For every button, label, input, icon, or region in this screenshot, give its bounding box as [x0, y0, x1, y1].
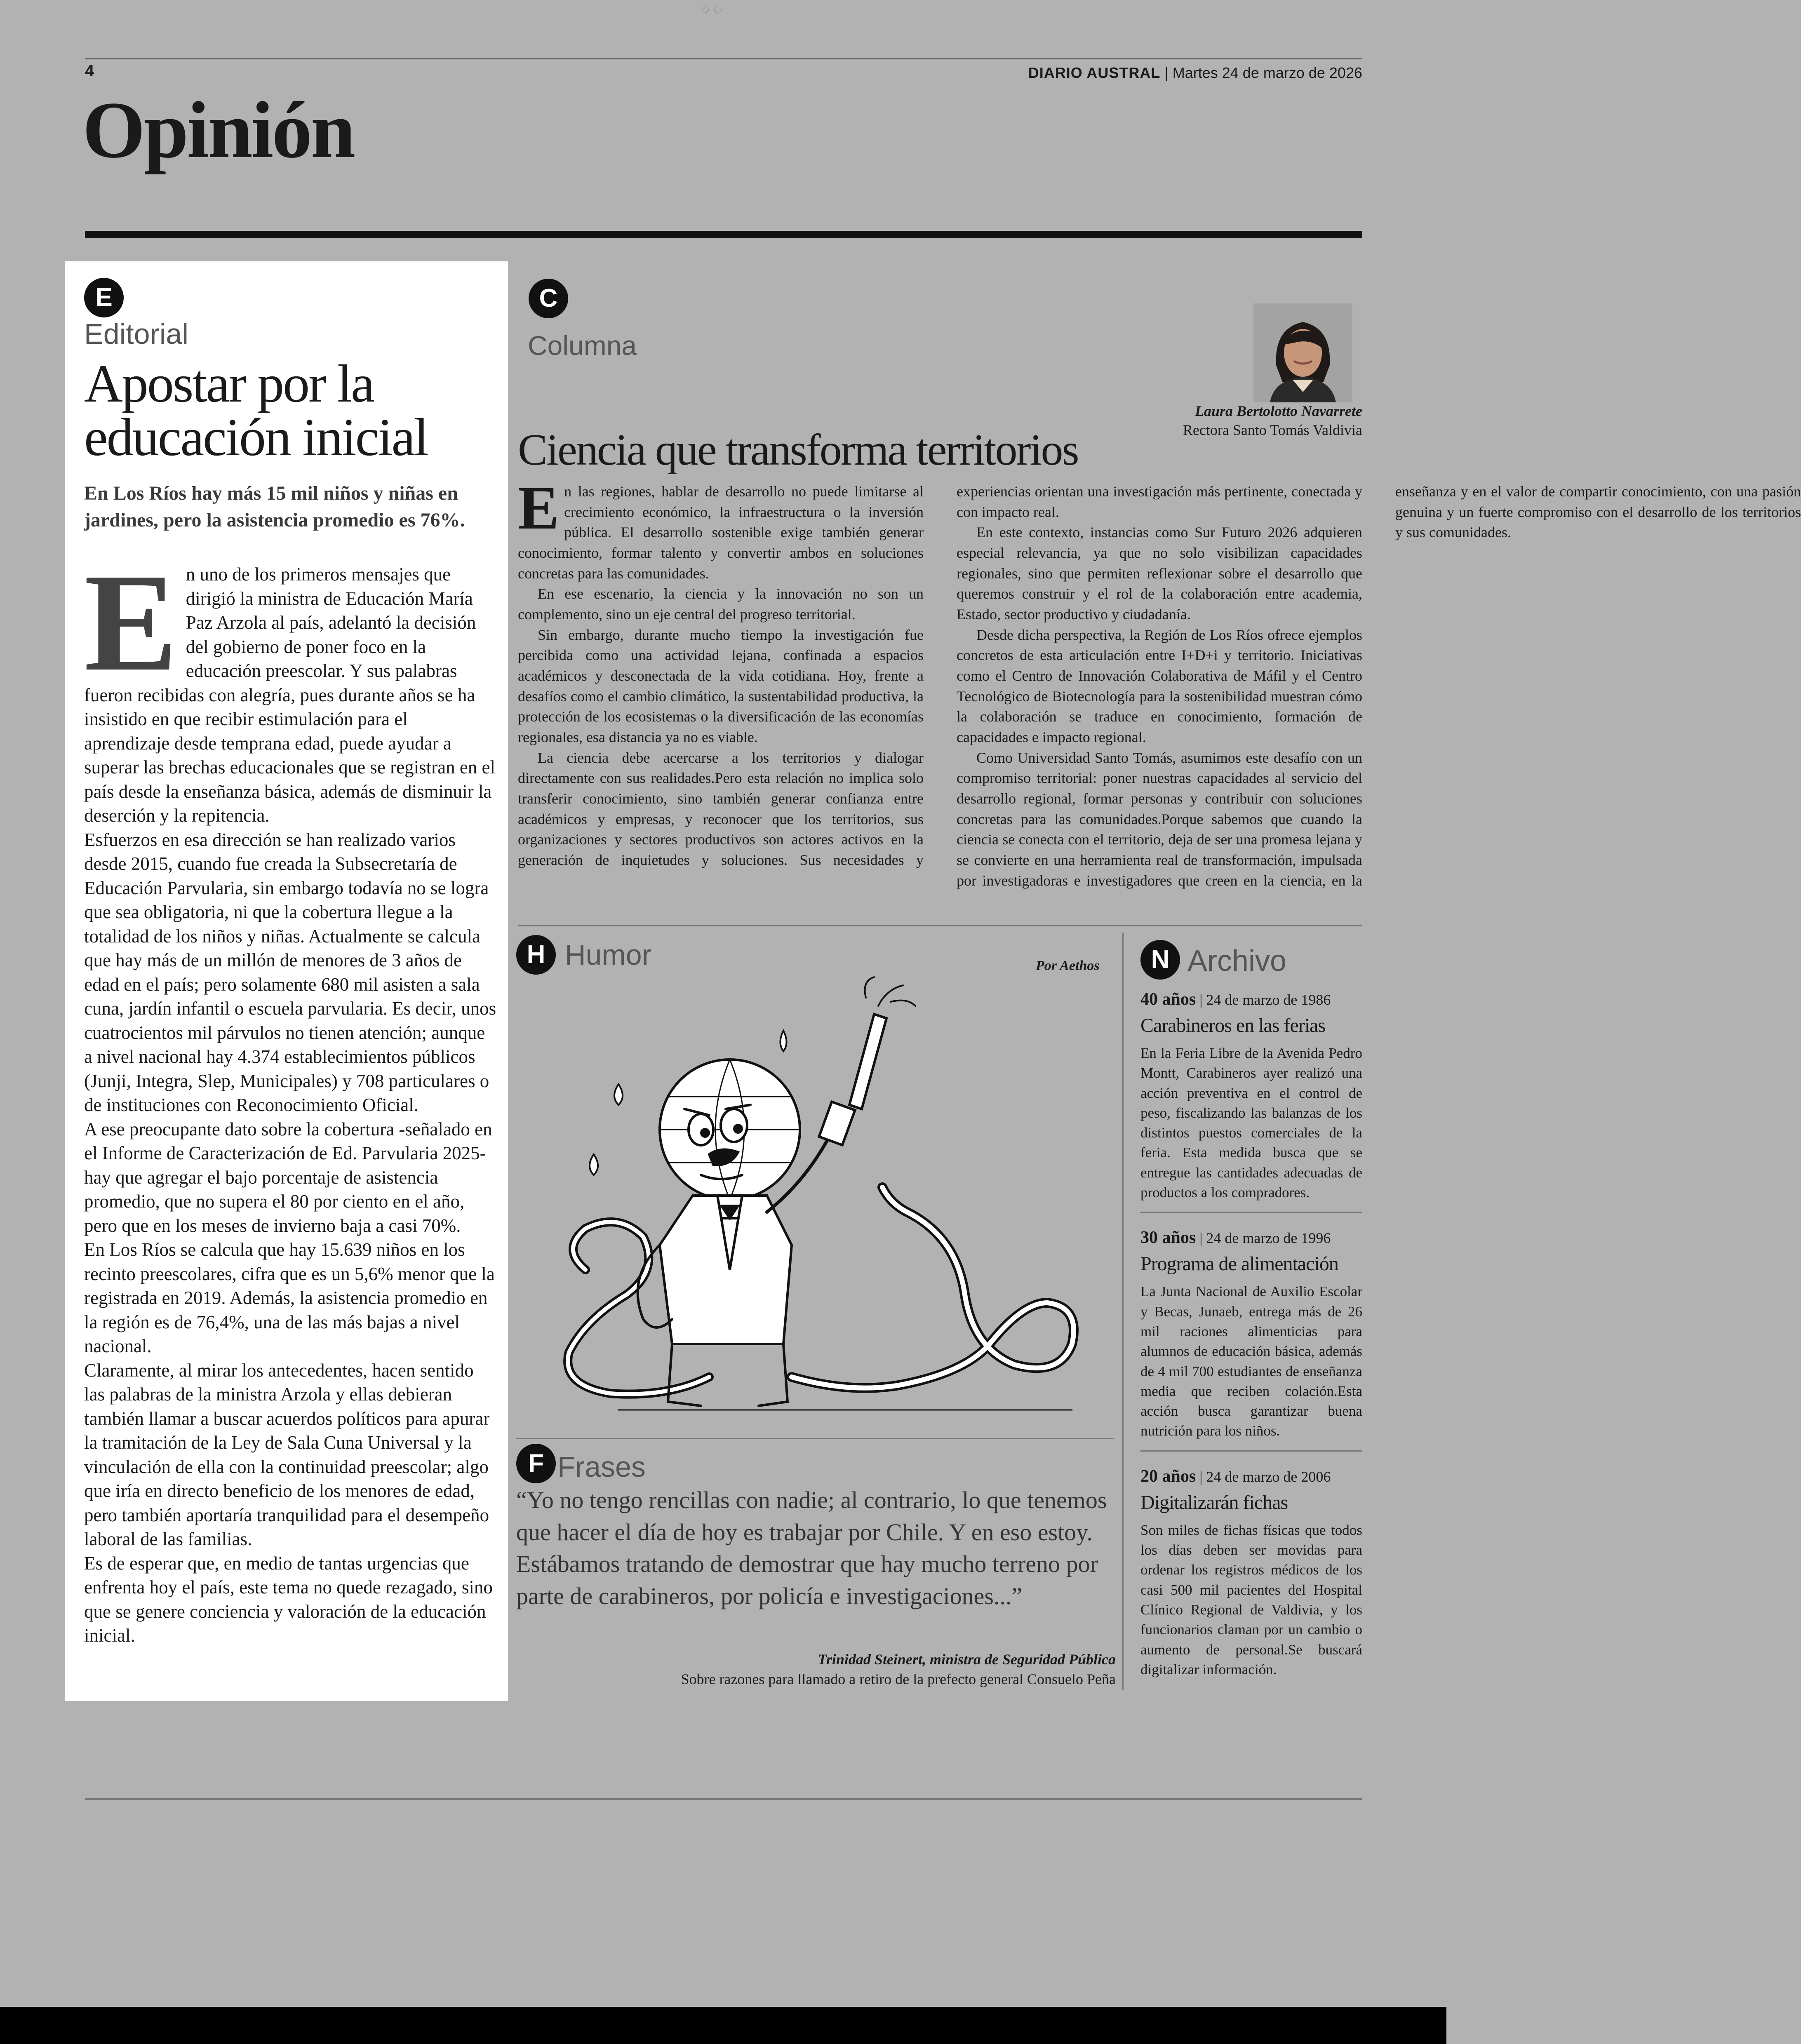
quotes-kicker: Frases	[557, 1451, 646, 1483]
top-scroll-indicator: ◌ ◌	[701, 0, 722, 17]
archive-date: | 24 de marzo de 1986	[1199, 991, 1331, 1008]
archive-list	[1140, 989, 1362, 1694]
archive-headline: Programa de alimentación	[1140, 1253, 1338, 1275]
column-body	[518, 474, 1801, 902]
archive-text: La Junta Nacional de Auxilio Escolar y Becas, Junaeb, entrega más de 26 mil raciones alimenticias para alumnos de educación básica, además de 4 mil 700 estudiantes de enseñanza media que reciben colación.Esta acción busca garantizar buena nutrición para los niños.	[1140, 1283, 1362, 1439]
column-title: Ciencia que transforma territorios	[518, 425, 1078, 475]
archive-separator	[1140, 1212, 1362, 1213]
column-paragraph: Sin embargo, durante mucho tiempo la investigación fue percibida como una actividad lejana, confinada a espacios académicos y desconectada de la vida cotidiana. Hoy, frente a desafíos como el cambio climático, la sustentabilidad productiva, la protección de los ecosistemas o la diversificación de las economías regionales, esa distancia ya no es viable.	[518, 626, 924, 746]
editorial-paragraph: Esfuerzos en esa dirección se han realizado varios desde 2015, cuando fue creada la Subsecretaría de Educación Parvularia, sin embargo todavía no se logra que sea obligatoria, ni que la cobertura llegue a la totalidad de los niños y niñas. Actualmente se calcula que hay más de un millón de menores de 3 años de edad en el país; pero solamente 680 mil asisten a sala cuna, jardín infantil o escuela parvularia. Es decir, unos cuatrocientos mil párvulos no tienen atención; aunque a nivel nacional hay 4.374 establecimientos públicos (Junji, Integra, Slep, Municipales) y 708 particulares o de instituciones con Reconocimiento Oficial.	[84, 829, 496, 1115]
editorial-paragraph: Es de esperar que, en medio de tantas urgencias que enfrenta hoy el país, este tema no quede rezagado, sino que se genere conciencia y valoración de la educación inicial.	[84, 1553, 493, 1646]
archive-divider	[1122, 933, 1124, 1690]
archive-meta	[1140, 1228, 1362, 1248]
column-paragraph-text: n las regiones, hablar de desarrollo no puede limitarse al crecimiento económico, la infraestructura o la inversión pública. El desarrollo sostenible exige también generar conocimiento, formar talento y convertir ambos en soluciones concretas para las comunidades.	[518, 483, 924, 582]
archive-separator	[1140, 1450, 1362, 1452]
publication-name: DIARIO AUSTRAL	[1028, 64, 1161, 81]
archive-years: 30 años	[1140, 1228, 1196, 1248]
column-paragraph: La ciencia debe acercarse a los territorios y dialogar directamente con sus realidades.Pero esta relación no implica solo transferir conocimiento, sino también generar confianza entre académicos y empresas, y reconocer que los territorios, sus organizaciones y sectores productivos son actores activos en la generación de inquietudes y soluciones. Sus necesidades y experiencias orientan una investigación más pertinente, conectada y con impacto real.	[518, 483, 1362, 869]
editorial-paragraph-text: n uno de los primeros mensajes que dirigió la ministra de Educación María Paz Arzola al país, adelantó la decisión del gobierno de poner foco en la educación preescolar. Y sus palabras fueron recibidas con alegría, pues durante años se ha insistido en que recibir estimulación para el aprendizaje desde temprana edad, puede ayudar a superar las brechas educacionales que se registran en el país desde la enseñanza básica, además de disminuir la deserción y la repitencia.	[84, 564, 496, 826]
column-paragraph: Desde dicha perspectiva, la Región de Los Ríos ofrece ejemplos concretos de esta articulación entre I+D+i y territorio. Iniciativas como el Centro de Innovación Colaborativa de Máfil y el Centro Tecnológico de Biotecnología para la sostenibilidad muestran cómo la colaboración se traduce en conocimiento, formación de capacidades e impacto regional.	[957, 626, 1362, 746]
bottom-bar	[0, 2007, 1446, 2044]
issue-date: Martes 24 de marzo de 2026	[1172, 64, 1362, 81]
archive-entry	[1140, 1228, 1362, 1451]
editorial-paragraph: En Los Ríos se calcula que hay 15.639 niños en los recinto preescolares, cifra que es un 5,6% menor que la registrada en 2019. Además, la asistencia promedio en la región es de 76,4%, una de las más bajas a nivel nacional.	[84, 1239, 495, 1356]
editorial-paragraph: A ese preocupante dato sobre la cobertura -señalado en el Informe de Caracterización de Ed. Parvularia 2025- hay que agregar el bajo porcentaje de asistencia promedio, que no supera el 80 por ciento en el año, pero que en los meses de invierno baja a casi 70%.	[84, 1118, 492, 1236]
editorial-body	[84, 545, 497, 1675]
archive-text: Son miles de fichas físicas que todos los días deben ser movidas para ordenar los registros médicos de los casi 500 mil pacientes del Hospital Clínico Regional de Valdivia, y los funcionarios claman por un cambio o aumento de personal.Se buscará digitalizar información.	[1140, 1522, 1362, 1677]
column-divider	[518, 925, 1362, 926]
humor-badge: H	[516, 935, 556, 975]
archive-entry	[1140, 1466, 1362, 1680]
column-author-role: Rectora Santo Tomás Valdivia	[1183, 422, 1362, 438]
archive-entry	[1140, 989, 1362, 1213]
column-paragraph: Como Universidad Santo Tomás, asumimos este desafío con un compromiso territorial: poner nuestras capacidades al servicio del desarrollo regional, formar personas y contribuir con soluciones concretas para las comunidades.Porque sabemos que cuando la ciencia se conecta con el territorio, deja de ser una promesa lejana y se convierte en una herramienta real de transformación, impulsada por investigadoras e investigadores que creen en la ciencia, en la enseñanza y en el valor de compartir conocimiento, con una pasión genuina y un fuerte compromiso con el desarrollo de los territorios y sus comunidades.	[957, 483, 1801, 889]
column-paragraph	[518, 474, 924, 584]
editorial-badge: E	[84, 278, 124, 317]
column-author: Laura Bertolotto Navarrete	[1195, 403, 1362, 419]
section-rule	[85, 231, 1362, 238]
archive-meta	[1140, 1466, 1362, 1486]
section-title: Opinión	[82, 85, 354, 175]
editorial-kicker: Editorial	[84, 318, 188, 350]
archive-kicker: Archivo	[1187, 944, 1287, 977]
author-photo	[1253, 303, 1352, 402]
editorial-paragraph: Claramente, al mirar los antecedentes, hacen sentido las palabras de la ministra Arzola y ellas debieran también llamar a buscar acuerdos políticos para apurar la tramitación de la Ley de Sala Cuna Universal y la vinculación de ella con la continuidad preescolar; algo que iría en directo beneficio de los menores de edad, pero también aportaría tranquilidad para el desempeño laboral de las familias.	[84, 1360, 490, 1549]
editorial-paragraph	[84, 545, 497, 828]
page-number: 4	[85, 62, 94, 80]
humor-byline: Por Aethos	[1036, 958, 1100, 973]
column-paragraph: En ese escenario, la ciencia y la innovación no son un complemento, sino un eje central del progreso territorial.	[518, 585, 924, 623]
quote-context: Sobre razones para llamado a retiro de la prefecto general Consuelo Peña	[681, 1671, 1116, 1687]
humor-kicker: Humor	[565, 939, 652, 971]
archive-years: 20 años	[1140, 1466, 1196, 1486]
quotes-badge: F	[516, 1444, 556, 1483]
quote-text: “Yo no tengo rencillas con nadie; al contrario, lo que tenemos que hacer el día de hoy es trabajar por Chile. Y en eso estoy. Estábamos tratando de demostrar que hay mucho terreno por parte de carabineros, por policía e investigaciones...”	[516, 1487, 1107, 1610]
masthead: DIARIO AUSTRAL | Martes 24 de marzo de 2026	[1028, 64, 1362, 81]
column-badge: C	[529, 279, 568, 318]
humor-cartoon	[536, 981, 1113, 1426]
editorial-lead: En Los Ríos hay más 15 mil niños y niñas en jardines, pero la asistencia promedio es 76%.	[84, 482, 465, 531]
column-paragraph: En este contexto, instancias como Sur Futuro 2026 adquieren especial relevancia, ya que no solo visibilizan capacidades regionales, sino que permiten reflexionar sobre el desarrollo que queremos construir y el rol de la colaboración entre academia, Estado, sector productivo y ciudadanía.	[957, 524, 1362, 623]
top-rule	[85, 58, 1362, 59]
archive-years: 40 años	[1140, 990, 1196, 1009]
archive-headline: Digitalizarán fichas	[1140, 1491, 1288, 1513]
archive-text: En la Feria Libre de la Avenida Pedro Montt, Carabineros ayer realizó una acción preventiva en el control de peso, fiscalizando las balanzas de los distintos puestos comerciales de la feria. Esta medida busca que se entregue las cantidades adecuadas de productos a los compradores.	[1140, 1045, 1362, 1201]
editorial-dropcap: E	[84, 545, 178, 700]
archive-date: | 24 de marzo de 1996	[1199, 1230, 1331, 1247]
archive-headline: Carabineros en las ferias	[1140, 1015, 1326, 1036]
editorial-title: Apostar por la educación inicial	[84, 354, 428, 467]
column-kicker: Columna	[528, 330, 637, 361]
archive-date: | 24 de marzo de 2006	[1199, 1468, 1331, 1485]
humor-divider	[516, 1438, 1114, 1439]
editorial-panel	[65, 261, 508, 1701]
archive-badge: N	[1140, 940, 1180, 980]
column-dropcap: E	[518, 474, 560, 542]
archive-meta	[1140, 989, 1362, 1009]
quote-author: Trinidad Steinert, ministra de Seguridad Pública	[818, 1651, 1116, 1668]
bottom-rule	[85, 1798, 1362, 1800]
